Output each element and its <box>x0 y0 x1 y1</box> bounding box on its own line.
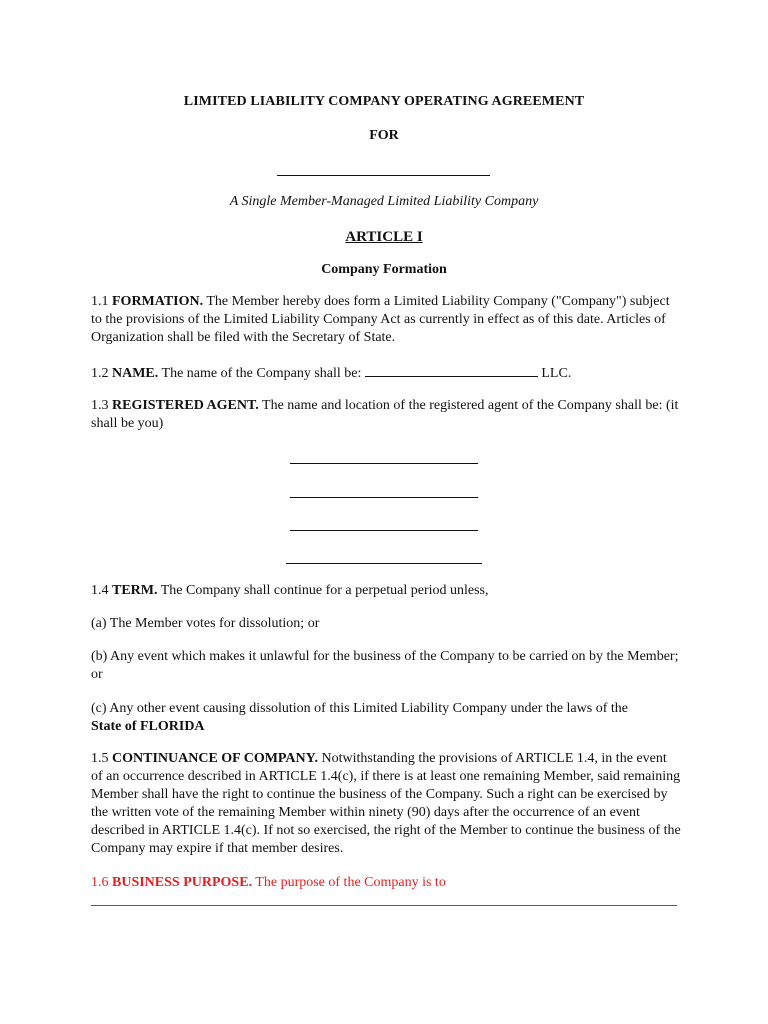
clause-text: The name and location of the registered agent of the Company shall be: (it shall be you) <box>91 398 679 431</box>
clause-1-4-b: (b) Any event which makes it unlawful for the business of the Company to be carried on by the Member; or <box>91 649 679 682</box>
clause-heading: BUSINESS PURPOSE. <box>112 875 253 890</box>
clause-heading: TERM. <box>112 583 158 598</box>
clause-suffix: LLC. <box>541 366 572 381</box>
clause-text: (c) Any other event causing dissolution of this Limited Liability Company under the laws of the <box>91 701 628 716</box>
clause-1-3 <box>91 397 681 433</box>
clause-number: 1.2 <box>91 366 109 381</box>
clause-text: The name of the Company shall be: <box>161 366 362 381</box>
clause-1-4 <box>91 582 681 600</box>
clause-1-4-c <box>91 700 681 736</box>
state-name: State of FLORIDA <box>91 719 205 734</box>
clause-heading: NAME. <box>112 366 159 381</box>
clause-number: 1.5 <box>91 751 109 766</box>
clause-heading: CONTINUANCE OF COMPANY. <box>112 751 318 766</box>
document-title: LIMITED LIABILITY COMPANY OPERATING AGREEMENT <box>183 94 585 109</box>
agent-blank-line-3 <box>290 530 478 531</box>
clause-1-1 <box>91 293 681 347</box>
clause-heading: REGISTERED AGENT. <box>112 398 259 413</box>
clause-1-6 <box>91 874 681 892</box>
clause-1-2 <box>91 363 681 383</box>
clause-number: 1.4 <box>91 583 109 598</box>
clause-heading: FORMATION. <box>112 294 204 309</box>
clause-text: The Company shall continue for a perpetual period unless, <box>160 583 489 598</box>
agent-blank-line-1 <box>290 463 478 464</box>
clause-number: 1.3 <box>91 398 109 413</box>
business-purpose-blank-line <box>91 905 677 906</box>
clause-number: 1.6 <box>91 875 109 890</box>
article-heading: ARTICLE I <box>345 229 423 245</box>
company-name-blank <box>277 175 490 176</box>
document-subtitle: A Single Member-Managed Limited Liability Company <box>229 194 539 209</box>
clause-text: Notwithstanding the provisions of ARTICLE 1.4, in the event of an occurrence described in ARTICLE 1.4(c), if there is at least one remaining Member, said remaining Member shall have the right to continue the business of the Company. Such a right can be exercised by the written vote of the remaining Member within ninety (90) days after the occurrence of an event described in ARTICLE 1.4(c). If not so exercised, the right of the Member to continue the business of the Company may expire if that member desires. <box>91 751 681 856</box>
clause-text: The Member hereby does form a Limited Liability Company ("Company") subject to the provisions of the Limited Liability Company Act as currently in effect as of this date. Articles of Organization shall be filed with the Secretary of State. <box>91 294 670 345</box>
clause-1-5 <box>91 750 681 858</box>
agent-blank-line-2 <box>290 497 478 498</box>
for-label: FOR <box>369 128 399 143</box>
agent-blank-line-4 <box>286 563 482 564</box>
clause-number: 1.1 <box>91 294 109 309</box>
company-name-field-blank <box>365 363 538 377</box>
clause-1-4-a: (a) The Member votes for dissolution; or <box>91 616 320 631</box>
section-heading: Company Formation <box>321 262 447 277</box>
clause-text: The purpose of the Company is to <box>255 875 446 890</box>
